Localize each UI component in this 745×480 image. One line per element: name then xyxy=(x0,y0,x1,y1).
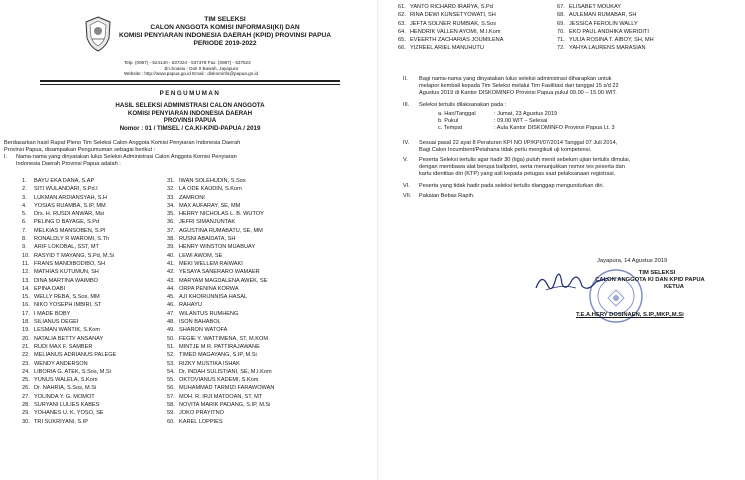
candidate-number: 37. xyxy=(167,227,175,234)
candidate-number: 6. xyxy=(22,219,27,226)
candidate-row xyxy=(22,294,172,302)
contact-phone: Telp. (0967) - 524140 - 537324 - 537378 Fax. (0967) - 537523 xyxy=(124,60,251,65)
candidate-number: 43. xyxy=(167,277,175,284)
subheading-line: PROVINSI PAPUA xyxy=(163,117,217,125)
candidate-name: LA ODE KAUDIN, S.Kom xyxy=(179,186,242,193)
candidate-name: KAREL LOPPIES xyxy=(179,418,223,425)
announcement-heading: PENGUMUMAN xyxy=(159,90,221,97)
candidate-row xyxy=(22,195,172,203)
candidate-number: 67. xyxy=(557,4,565,10)
point-v-line: kartu identitas diri (KTP) yang asli kepada petugas saat pelaksanaan registrasi. xyxy=(419,171,616,177)
candidate-number: 36. xyxy=(167,219,175,226)
candidate-number: 19. xyxy=(22,327,30,334)
candidate-number: 27. xyxy=(22,393,30,400)
subheading-line: KOMISI PENYIARAN INDONESIA DAERAH xyxy=(127,109,253,117)
candidate-row xyxy=(22,244,172,252)
candidate-row xyxy=(22,261,172,269)
candidate-number: 59. xyxy=(167,410,175,417)
candidate-row xyxy=(22,211,172,219)
candidate-number: 40. xyxy=(167,252,175,259)
intro-line: Provinsi Papua, disampaikan Pengumuman sebagai berikut : xyxy=(4,146,156,153)
point-vii-line: Pakaian Bebas Rapih. xyxy=(419,193,475,199)
candidate-number: 57. xyxy=(167,393,175,400)
letterhead-title xyxy=(110,16,340,48)
candidate-row xyxy=(398,29,548,37)
candidate-name: MARYAM MAGDALENA AWEK, SE xyxy=(179,277,268,284)
point-ii-line: Agustus 2019 di Kantor DISKOMINFO Provinsi Papua pukul 09.00 – 15.00 WIT. xyxy=(419,90,617,96)
candidate-name: HENRY WINSTON MUABUAY xyxy=(179,244,256,251)
candidate-name: I MADE BOBY xyxy=(34,310,71,317)
signature-date: Jayapura, 14 Agustus 2019 xyxy=(597,258,668,264)
candidate-row xyxy=(22,319,172,327)
letterhead-rule-thin xyxy=(40,84,340,85)
candidate-name: WENDY ANDERSON xyxy=(34,360,88,367)
candidate-row xyxy=(22,344,172,352)
point-vii-roman: VII. xyxy=(403,193,412,199)
candidate-row xyxy=(22,278,172,286)
candidate-number: 34. xyxy=(167,202,175,209)
item-i xyxy=(4,154,374,168)
announcement-intro xyxy=(4,140,374,154)
candidate-name: TRI SUKRIYANI, S.IP xyxy=(34,418,88,425)
candidate-name: SITI WULANDARI, S.Pd.I xyxy=(34,186,98,193)
candidate-name: EPINA DABI xyxy=(34,285,66,292)
candidate-row xyxy=(167,410,367,418)
candidate-number: 33. xyxy=(167,194,175,201)
candidate-name: MINTJE M R. PATTIRAJAWANE xyxy=(179,343,260,350)
candidate-name: NIKO YOSEPH IMBIRI, ST xyxy=(34,302,102,309)
candidate-number: 60. xyxy=(167,418,175,425)
announcement-subheading xyxy=(40,102,340,132)
candidate-number: 24. xyxy=(22,368,30,375)
candidate-row xyxy=(167,336,367,344)
signature-title-line: KETUA xyxy=(664,284,684,290)
candidate-number: 22. xyxy=(22,352,30,359)
candidate-row xyxy=(22,203,172,211)
candidate-name: HERRY NICHOLAS L. B. WUTOY xyxy=(179,211,264,218)
schedule-key: a. Hari/Tanggal xyxy=(438,111,476,117)
candidate-name: FRANS MANDIBODIBO, SH xyxy=(34,260,106,267)
candidate-row xyxy=(167,419,367,427)
candidate-row xyxy=(557,29,737,37)
point-ii-roman: II. xyxy=(403,76,408,82)
item-i-line: Indonesia Daerah Provinsi Papua adalah : xyxy=(16,160,121,167)
candidate-name: ZAMRONI xyxy=(179,194,205,201)
candidate-number: 1. xyxy=(22,178,27,184)
candidate-number: 18. xyxy=(22,319,30,326)
candidate-number: 51. xyxy=(167,343,175,350)
contact-website-email: Website : http://www.papua.go.id Email : diskominfo@papua.go.id xyxy=(124,71,259,76)
candidate-name: PELING D BAYAGE, S.Pd xyxy=(34,219,100,226)
candidate-row xyxy=(167,402,367,410)
candidate-number: 58. xyxy=(167,402,175,409)
candidate-row xyxy=(22,228,172,236)
candidate-name: BAYU EKA DANA, S.AP xyxy=(34,178,95,184)
candidate-row xyxy=(398,45,548,53)
candidate-number: 53. xyxy=(167,360,175,367)
candidate-number: 28. xyxy=(22,402,30,409)
candidate-number: 25. xyxy=(22,377,30,384)
candidate-number: 45. xyxy=(167,294,175,301)
candidate-name: ORPA PENINA KORWA xyxy=(179,285,239,292)
candidate-row xyxy=(167,186,367,194)
candidate-name: RASYID T MAYANG, S.Pd, M.Si xyxy=(34,252,115,259)
candidate-name: MAX AUFARAY, SE, MM xyxy=(179,202,241,209)
candidate-row xyxy=(167,269,367,277)
candidate-row xyxy=(167,311,367,319)
subheading-line: HASIL SELEKSI ADMINISTRASI CALON ANGGOTA xyxy=(115,102,265,109)
candidate-number: 55. xyxy=(167,377,175,384)
candidate-name: EVEERTH ZACHARIAS JOUMILENA xyxy=(410,37,504,44)
schedule-row xyxy=(438,125,615,132)
candidate-number: 8. xyxy=(22,236,27,243)
candidate-number: 12. xyxy=(22,269,30,276)
candidate-name: MELKIAS MANSOBEN, S.PI xyxy=(34,227,106,234)
candidate-number: 4. xyxy=(22,202,27,209)
schedule-list xyxy=(438,111,615,133)
candidate-name: Dr. NAHRIA, S.Sos, M.Si xyxy=(34,385,97,392)
candidate-number: 61. xyxy=(398,4,406,10)
candidate-row xyxy=(22,327,172,335)
candidate-number: 56. xyxy=(167,385,175,392)
signature-title-line: TIM SELEKSI xyxy=(638,270,676,276)
candidate-name: RONALDLY R WAROMI, S.Th xyxy=(34,236,110,243)
candidate-name: AJI KHOIRUNNISA HASAL xyxy=(179,294,248,301)
candidate-name: AULEMAN RUMABAR, SH xyxy=(569,12,637,19)
candidate-row xyxy=(22,402,172,410)
candidate-number: 29. xyxy=(22,410,30,417)
candidate-name: Dr. INDAH SULISTIANI, SE, M.I.Kom xyxy=(179,368,272,375)
item-i-line: Nama-nama yang dinyatakan lulus Seleksi Administrasi Calon Anggota Komisi Penyiaran xyxy=(16,154,237,160)
candidate-number: 42. xyxy=(167,269,175,276)
point-iv-line: Bagi Calon Incumbent/Petahana tidak perlu mengikuti uji kompetensi. xyxy=(419,147,592,153)
candidate-number: 21. xyxy=(22,343,30,350)
candidate-row xyxy=(22,311,172,319)
candidate-name: MELIANUS ADRIANUS PALEGE xyxy=(34,352,117,359)
letterhead-contact xyxy=(124,60,324,77)
point-v-line: Peserta Seleksi tertulis agar hadir 30 (tiga) puluh menit sebelum ujian tertulis dimulai, xyxy=(419,157,631,163)
candidate-number: 26. xyxy=(22,385,30,392)
candidate-name: TIMED MAGAYANG, S.IP, M.Si xyxy=(179,352,257,359)
candidate-row xyxy=(167,319,367,327)
candidate-number: 39. xyxy=(167,244,175,251)
point-vi-line: Peserta yang tidak hadir pada seleksi tertulis dianggap mengundurkan diri. xyxy=(419,183,605,189)
candidate-name: YOLINDA Y. G. MOMOT xyxy=(34,393,95,400)
candidate-name: YULIA ROSINA T. AIBOY, SH, MH xyxy=(569,37,654,44)
candidate-row xyxy=(22,336,172,344)
signature-title xyxy=(595,270,712,291)
candidate-name: YAHYA LAURENS MARASIAN xyxy=(569,45,646,52)
candidate-number: 64. xyxy=(398,28,406,35)
candidate-row xyxy=(22,253,172,261)
candidate-name: MEKI WELLEM RAIWAKI xyxy=(179,260,243,267)
candidate-number: 62. xyxy=(398,12,406,19)
schedule-value: : 09.00 WIT – Selesai xyxy=(494,118,548,125)
handwritten-signature xyxy=(532,266,612,296)
candidate-number: 10. xyxy=(22,252,30,259)
candidate-row xyxy=(557,37,737,45)
candidate-name: JOKO PRAYITNO xyxy=(179,410,224,417)
candidate-row xyxy=(167,278,367,286)
candidate-name: HENDRIK VALLEN AYOMI, M.I.Kom xyxy=(410,28,501,35)
candidate-number: 66. xyxy=(398,45,406,52)
candidate-number: 54. xyxy=(167,368,175,375)
candidate-number: 68. xyxy=(557,12,565,19)
candidate-name: RUSNI ABAIDATA, SH xyxy=(179,236,236,243)
candidate-name: LEWI AWOM, SE xyxy=(179,252,223,259)
candidate-number: 50. xyxy=(167,335,175,342)
candidate-row xyxy=(167,211,367,219)
candidate-row xyxy=(167,344,367,352)
candidate-row xyxy=(167,369,367,377)
candidate-row xyxy=(22,385,172,393)
candidate-number: 14. xyxy=(22,285,30,292)
candidate-row xyxy=(167,361,367,369)
candidate-row xyxy=(167,236,367,244)
point-iii-line: Seleksi tertulis dilaksanakan pada : xyxy=(419,102,507,108)
candidate-row xyxy=(167,228,367,236)
candidate-name: RAHAYU xyxy=(179,302,202,309)
letterhead-title-line: KOMISI PENYIARAN INDONESIA DAERAH (KPID) PROVINSI PAPUA xyxy=(118,32,332,39)
candidate-name: MOH. R. IRJI MATDOAN, ST, MT xyxy=(179,393,263,400)
candidate-number: 9. xyxy=(22,244,27,251)
candidate-number: 52. xyxy=(167,352,175,359)
candidate-row xyxy=(167,261,367,269)
candidate-name: OKTOVIANUS KADEMI, S.Kom xyxy=(179,377,259,384)
candidate-name: RUDI MAX F. SAMBER xyxy=(34,343,93,350)
candidate-number: 17. xyxy=(22,310,30,317)
candidate-row xyxy=(167,377,367,385)
candidate-row xyxy=(167,195,367,203)
candidate-row xyxy=(557,45,737,53)
candidate-name: Drs. H. RUSDI ANWAR, Msi xyxy=(34,211,105,218)
schedule-value: : Aula Kantor DISKOMINFO Provinsi Papua Lt. 3 xyxy=(494,125,615,132)
candidate-name: JEFRI SIMANJUNTAK xyxy=(179,219,236,226)
candidate-number: 11. xyxy=(22,260,30,267)
letterhead-title-line: TIM SELEKSI xyxy=(204,16,246,23)
candidate-name: YESAYA SANERARO WAMAER xyxy=(179,269,260,276)
letterhead-title-line: PERIODE 2019-2022 xyxy=(193,40,257,47)
candidate-name: ISON BAHABOL xyxy=(179,319,221,326)
candidate-number: 38. xyxy=(167,236,175,243)
point-iii-roman: III. xyxy=(403,102,410,108)
candidate-row xyxy=(167,385,367,393)
candidate-name: LIBORIA G. ATEK, S.Sos, M.Si xyxy=(34,368,111,375)
candidate-number: 72. xyxy=(557,45,565,52)
point-v-roman: V. xyxy=(403,157,408,163)
candidate-name: SURYANI LULIES KABES xyxy=(34,402,100,409)
candidate-name: WILANTUS RUMHENG xyxy=(179,310,239,317)
candidate-row xyxy=(557,21,737,29)
candidate-name: SHARON WATOFA xyxy=(179,327,228,334)
point-v-line: dengan membawa alat berupa ballpoint, serta menunjukkan nomor tes peserta dan xyxy=(419,164,625,170)
candidate-row xyxy=(167,244,367,252)
candidate-number: 71. xyxy=(557,37,565,44)
item-i-roman: I. xyxy=(4,154,8,160)
schedule-row xyxy=(438,118,615,125)
point-vi-roman: VI. xyxy=(403,183,410,189)
candidate-row xyxy=(167,253,367,261)
candidate-number: 48. xyxy=(167,319,175,326)
candidate-number: 49. xyxy=(167,327,175,334)
candidate-name: YOHANES U. K. YOSO, SE xyxy=(34,410,104,417)
schedule-value: : Jumat, 23 Agustus 2019 xyxy=(494,111,558,117)
letterhead-title-line: CALON ANGGOTA KOMISI INFORMASI(KI) DAN xyxy=(150,24,300,31)
candidate-name: YANTO RICHARD IRARYA, S.Pd xyxy=(410,4,493,10)
candidate-row xyxy=(22,302,172,310)
candidate-row xyxy=(167,178,367,186)
candidate-row xyxy=(398,21,548,29)
schedule-key: c. Tempat xyxy=(438,125,463,132)
candidate-number: 13. xyxy=(22,277,30,284)
right-page xyxy=(380,0,745,480)
candidate-name: SILIANUS DEGEI xyxy=(34,319,79,326)
candidate-name: RIZKY MUSTIKA ISHAK xyxy=(179,360,240,367)
candidate-row xyxy=(22,236,172,244)
candidate-name: YUNUS WALELA, S.Kom xyxy=(34,377,98,384)
candidate-row xyxy=(22,394,172,402)
candidate-name: LUKMAN ARDIANSYAH, S.H xyxy=(34,194,107,201)
signature-title-line: CALON ANGGOTA KI DAN KPID PAPUA xyxy=(595,277,705,283)
point-ii-line: melapor kembali kepada Tim Seleksi melalui Tim Fasilitasi dari tanggal 15 s/d 22 xyxy=(419,83,619,89)
candidate-row xyxy=(398,4,548,12)
candidate-number: 5. xyxy=(22,211,27,218)
names-column-1 xyxy=(22,178,172,427)
candidate-row xyxy=(22,219,172,227)
signer-name: T.E.A.HERY DOSINAEN, S.IP.,MKP.,M.Si xyxy=(576,312,684,318)
candidate-row xyxy=(167,394,367,402)
candidate-name: MUHAMMAD TARMIZI FARAWOWAN xyxy=(179,385,275,392)
candidate-row xyxy=(167,203,367,211)
candidate-number: 3. xyxy=(22,194,27,201)
candidate-name: WELLY REBA, S.Sos, MM xyxy=(34,294,100,301)
candidate-number: 32. xyxy=(167,186,175,193)
candidate-number: 15. xyxy=(22,294,30,301)
papua-emblem-icon xyxy=(84,16,112,52)
candidate-row xyxy=(22,269,172,277)
intro-line: Berdasarkan hasil Rapat Pleno Tim Seleksi Calon Anggota Komisi Penyiaran Indonesia Daerah xyxy=(4,140,241,146)
candidate-name: JEFTA SOLNER RUMBIAK, S.Sos xyxy=(410,20,496,27)
candidate-row xyxy=(22,286,172,294)
candidate-row xyxy=(398,12,548,20)
candidate-number: 23. xyxy=(22,360,30,367)
candidate-name: AGUSTINA RUMABATU, SE, MM xyxy=(179,227,263,234)
candidate-number: 47. xyxy=(167,310,175,317)
candidate-name: JESSICA FEROLIN WALLY xyxy=(569,20,638,27)
schedule-key: b. Pukul xyxy=(438,118,459,125)
candidate-row xyxy=(22,178,172,186)
candidate-name: IWAN SOLEHUDIN, S.Sos xyxy=(179,178,246,184)
candidate-number: 63. xyxy=(398,20,406,27)
candidate-number: 65. xyxy=(398,37,406,44)
candidate-name: YIZREEL ARIEL MANUHUTU xyxy=(410,45,484,52)
candidate-name: DINA MARTINA WAIMBO xyxy=(34,277,99,284)
candidate-name: RINA DEWI KUNSETYOWATI, SH xyxy=(410,12,496,19)
candidate-number: 30. xyxy=(22,418,30,425)
candidate-number: 35. xyxy=(167,211,175,218)
point-ii-line: Bagi nama-nama yang dinyatakan lulus seleksi administrasi diharapkan untuk xyxy=(419,76,612,82)
candidate-number: 31. xyxy=(167,178,175,184)
candidate-row xyxy=(167,327,367,335)
candidate-row xyxy=(167,219,367,227)
candidate-number: 2. xyxy=(22,186,27,193)
candidate-name: FEGIE Y. WATTIMENA, ST, M.KOM xyxy=(179,335,268,342)
candidate-number: 44. xyxy=(167,285,175,292)
candidate-row xyxy=(22,186,172,194)
candidate-row xyxy=(167,302,367,310)
candidate-row xyxy=(22,369,172,377)
candidate-row xyxy=(167,294,367,302)
candidate-number: 41. xyxy=(167,260,175,267)
schedule-row xyxy=(438,111,615,118)
candidate-number: 69. xyxy=(557,20,565,27)
candidate-name: YOSIAS RUAMBA, S.IP, MM xyxy=(34,202,106,209)
candidate-row xyxy=(22,410,172,418)
candidate-number: 70. xyxy=(557,28,565,35)
candidate-name: MATHIAS KUTUMUN, SH xyxy=(34,269,99,276)
contact-address: Jln.Soasiu - Dok II Bawah, Jayapura xyxy=(164,65,239,71)
letterhead-rule xyxy=(40,80,340,82)
candidate-number: 7. xyxy=(22,227,27,234)
names-column-3 xyxy=(398,4,548,54)
candidate-name: NATALIA BETTY ANSANAY xyxy=(34,335,104,342)
candidate-name: NOVITA MARIK PADANG, S.IP, M.Si xyxy=(179,402,271,409)
subheading-line: Nomor : 01 / TIMSEL / CA.KI-KPID-PAPUA / 2019 xyxy=(119,124,261,132)
candidate-row xyxy=(22,419,172,427)
candidate-number: 16. xyxy=(22,302,30,309)
names-column-2 xyxy=(167,178,367,427)
candidate-name: EKO PAUL ANDHIKA WERIDITI xyxy=(569,28,649,35)
candidate-row xyxy=(557,4,737,12)
point-iv-roman: IV. xyxy=(403,140,410,146)
candidate-number: 46. xyxy=(167,302,175,309)
candidate-row xyxy=(167,286,367,294)
point-iv-line: Sesuai pasal 22 ayat 8 Peraturan KPI NO I/P/KPI/07/2014 Tanggal 07 Juli 2014, xyxy=(419,140,618,146)
candidate-row xyxy=(557,12,737,20)
candidate-name: ELISABET MOUKAY xyxy=(569,4,622,10)
candidate-row xyxy=(167,352,367,360)
candidate-name: ARIF LOKOBAL, SST, MT xyxy=(34,244,99,251)
candidate-row xyxy=(398,37,548,45)
candidate-name: LESMAN WANTIK, S.Kom xyxy=(34,327,100,334)
candidate-row xyxy=(22,352,172,360)
candidate-row xyxy=(22,361,172,369)
candidate-row xyxy=(22,377,172,385)
names-column-4 xyxy=(557,4,737,54)
candidate-number: 20. xyxy=(22,335,30,342)
